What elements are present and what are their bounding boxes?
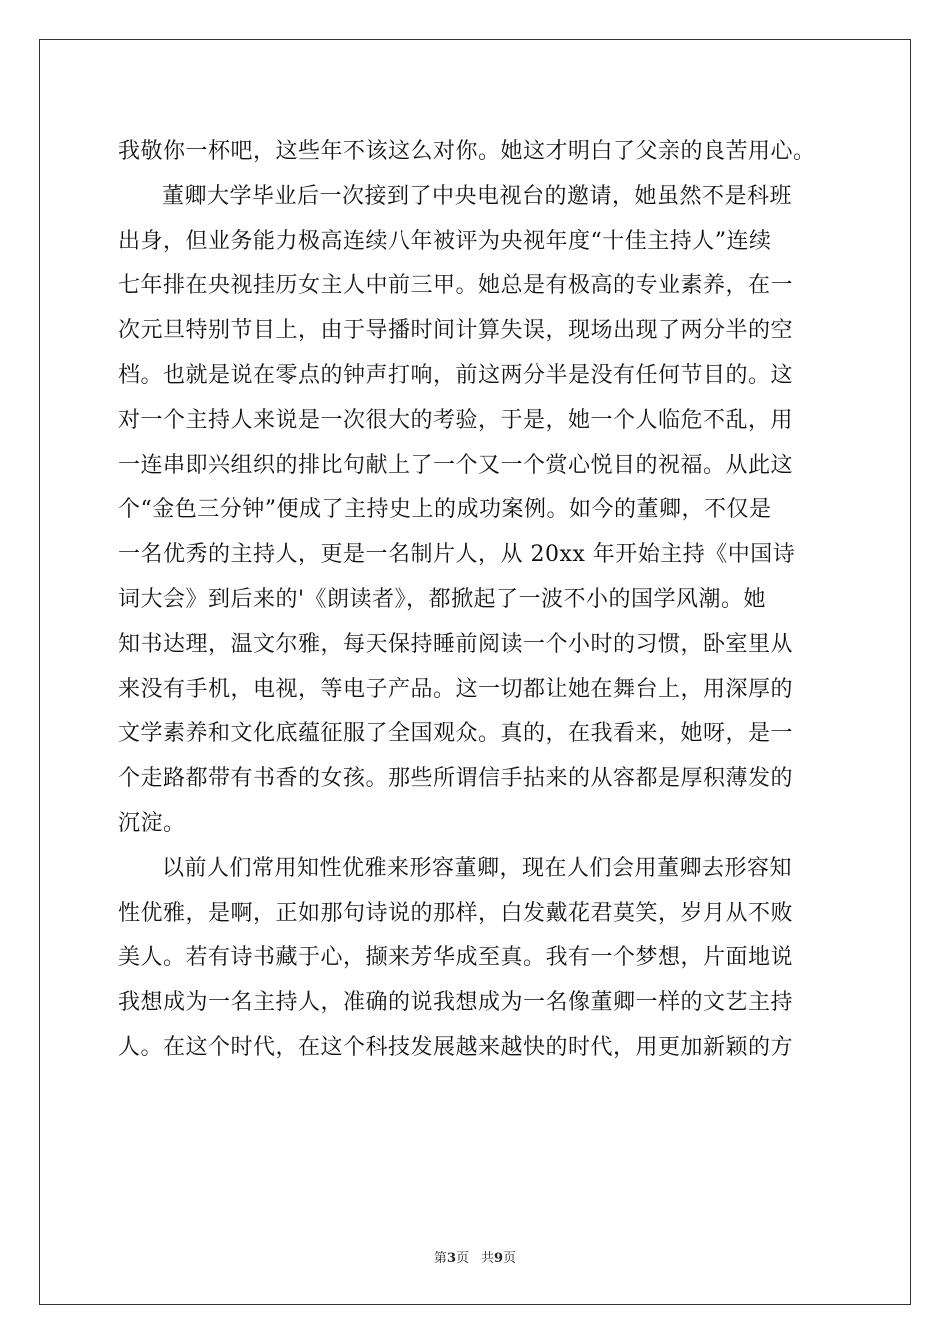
page-footer	[0, 1247, 950, 1266]
text-line: 人。在这个时代，在这个科技发展越来越快的时代，用更加新颖的方	[118, 1034, 794, 1060]
text-line: 次元旦特别节目上，由于导播时间计算失误，现场出现了两分半的空	[118, 318, 794, 344]
text-line: 知书达理，温文尔雅，每天保持睡前阅读一个小时的习惯，卧室里从	[118, 631, 794, 657]
text-line: 七年排在央视挂历女主人中前三甲。她总是有极高的专业素养，在一	[118, 273, 794, 299]
text-line: 个“金色三分钟”便成了主持史上的成功案例。如今的董卿，不仅是	[118, 497, 772, 523]
paragraph-start-line: 董卿大学毕业后一次接到了中央电视台的邀请，她虽然不是科班	[162, 183, 793, 209]
total-suffix: 页	[503, 1251, 517, 1266]
text-line: 我想成为一名主持人，准确的说我想成为一名像董卿一样的文艺主持	[118, 990, 794, 1016]
text-line: 一连串即兴组织的排比句献上了一个又一个赏心悦目的祝福。从此这	[118, 452, 794, 478]
page-total: 9	[494, 1251, 504, 1266]
page-suffix: 页	[455, 1251, 469, 1266]
text-line: 对一个主持人来说是一次很大的考验，于是，她一个人临危不乱，用	[118, 407, 794, 433]
text-line: 词大会》到后来的'《朗读者》，都掀起了一波不小的国学风潮。她	[118, 586, 767, 612]
document-body	[118, 130, 838, 1071]
text-line: 一名优秀的主持人，更是一名制片人，从 20xx 年开始主持《中国诗	[118, 542, 796, 568]
page-prefix: 第	[433, 1251, 447, 1266]
text-line: 文学素养和文化底蕴征服了全国观众。真的，在我看来，她呀，是一	[118, 721, 794, 747]
text-line: 美人。若有诗书藏于心，撷来芳华成至真。我有一个梦想，片面地说	[118, 945, 794, 971]
text-line: 我敬你一杯吧，这些年不该这么对你。她这才明白了父亲的良苦用心。	[118, 139, 816, 164]
paragraph-start-line: 以前人们常用知性优雅来形容董卿，现在人们会用董卿去形容知	[162, 855, 793, 881]
text-line: 档。也就是说在零点的钟声打响，前这两分半是没有任何节目的。这	[118, 362, 794, 388]
text-line: 出身，但业务能力极高连续八年被评为央视年度“十佳主持人”连续	[118, 228, 772, 254]
text-line: 性优雅，是啊，正如那句诗说的那样，白发戴花君莫笑，岁月从不败	[118, 900, 794, 926]
page-current: 3	[446, 1251, 456, 1266]
text-line: 来没有手机，电视，等电子产品。这一切都让她在舞台上，用深厚的	[118, 676, 794, 702]
text-line: 沉淀。	[118, 810, 186, 836]
text-line: 个走路都带有书香的女孩。那些所谓信手拈来的从容都是厚积薄发的	[118, 766, 794, 792]
total-prefix: 共	[481, 1251, 495, 1266]
